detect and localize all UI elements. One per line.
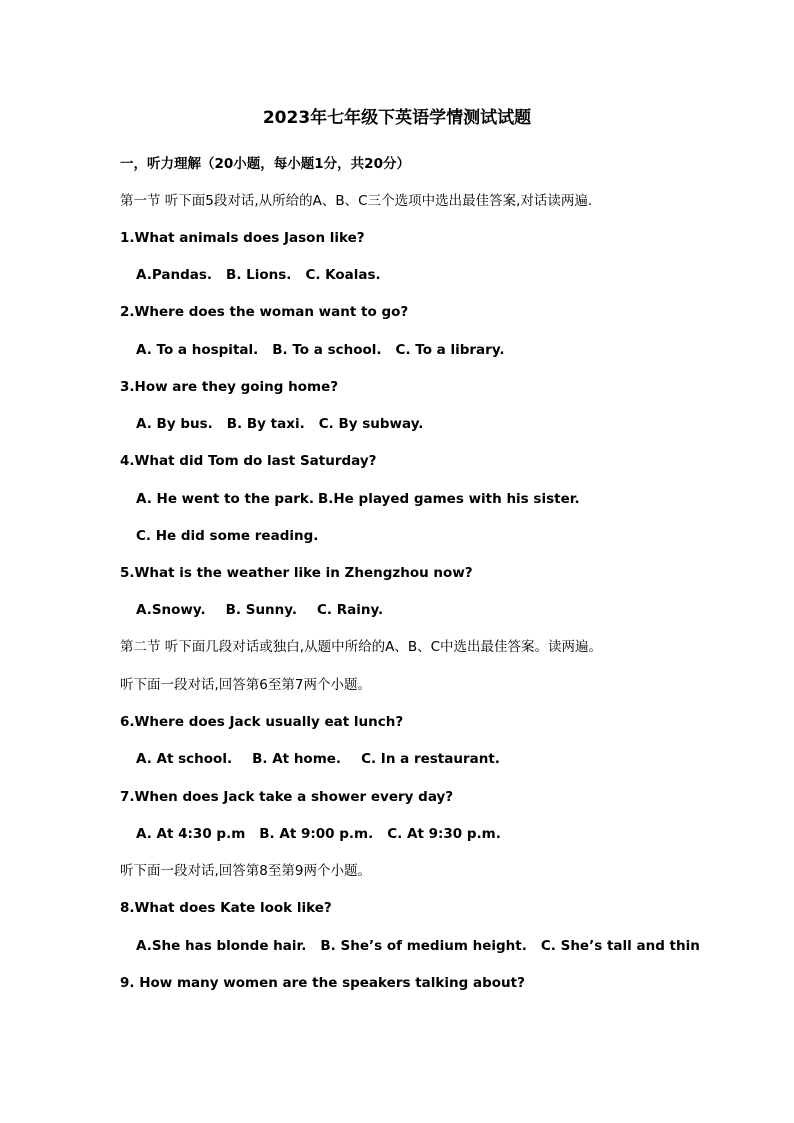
option-c: C. She’s tall and thin	[540, 938, 700, 954]
question-options	[136, 490, 580, 508]
option-c: C. In a restaurant.	[361, 751, 500, 767]
question-options	[136, 341, 505, 359]
option-b: B. By taxi.	[226, 416, 305, 432]
question-options-row2	[136, 527, 318, 545]
question-options	[136, 825, 501, 843]
option-c: C. To a library.	[395, 342, 505, 358]
subsection-instruction: 听下面一段对话,回答第6至第7两个小题。	[120, 677, 371, 693]
question-options	[136, 750, 500, 768]
option-b: B. Sunny.	[225, 602, 297, 618]
question-options	[136, 415, 423, 433]
question-stem: 1.What animals does Jason like?	[120, 230, 365, 246]
question-stem: 2.Where does the woman want to go?	[120, 304, 409, 320]
option-b: B. She’s of medium height.	[320, 938, 527, 954]
question-stem: 4.What did Tom do last Saturday?	[120, 453, 377, 469]
subsection-instruction: 听下面一段对话,回答第8至第9两个小题。	[120, 863, 371, 879]
option-b: B. At 9:00 p.m.	[259, 826, 374, 842]
option-a: A.Snowy.	[136, 602, 206, 618]
option-b: B.He played games with his sister.	[317, 491, 580, 507]
option-c: C. At 9:30 p.m.	[387, 826, 501, 842]
option-a: A. By bus.	[136, 416, 213, 432]
question-stem: 8.What does Kate look like?	[120, 900, 332, 916]
section-heading: 一，听力理解（20小题，每小题1分，共20分）	[120, 156, 410, 172]
question-stem: 5.What is the weather like in Zhengzhou now?	[120, 565, 473, 581]
question-stem: 7.When does Jack take a shower every day?	[120, 789, 454, 805]
question-options	[136, 266, 381, 284]
option-b: B. To a school.	[272, 342, 382, 358]
option-c: C. Rainy.	[316, 602, 384, 618]
option-a: A. He went to the park.	[136, 491, 314, 507]
option-a: A.Pandas.	[136, 267, 213, 283]
question-stem: 9. How many women are the speakers talking about?	[120, 975, 525, 991]
question-stem: 3.How are they going home?	[120, 379, 339, 395]
option-b: B. Lions.	[226, 267, 292, 283]
option-a: A. To a hospital.	[136, 342, 259, 358]
part2-instruction: 第二节 听下面几段对话或独白,从题中所给的A、B、C中选出最佳答案。读两遍。	[120, 639, 603, 655]
question-stem: 6.Where does Jack usually eat lunch?	[120, 714, 404, 730]
part1-instruction: 第一节 听下面5段对话,从所给的A、B、C三个选项中选出最佳答案,对话读两遍.	[120, 193, 593, 209]
option-c: C. He did some reading.	[136, 528, 319, 544]
option-c: C. Koalas.	[305, 267, 381, 283]
option-a: A. At school.	[136, 751, 233, 767]
option-b: B. At home.	[252, 751, 342, 767]
question-options	[136, 601, 383, 619]
option-c: C. By subway.	[318, 416, 424, 432]
page-title: 2023年七年级下英语学情测试试题	[262, 108, 532, 128]
question-options	[136, 937, 700, 955]
option-a: A.She has blonde hair.	[136, 938, 307, 954]
option-a: A. At 4:30 p.m	[136, 826, 246, 842]
